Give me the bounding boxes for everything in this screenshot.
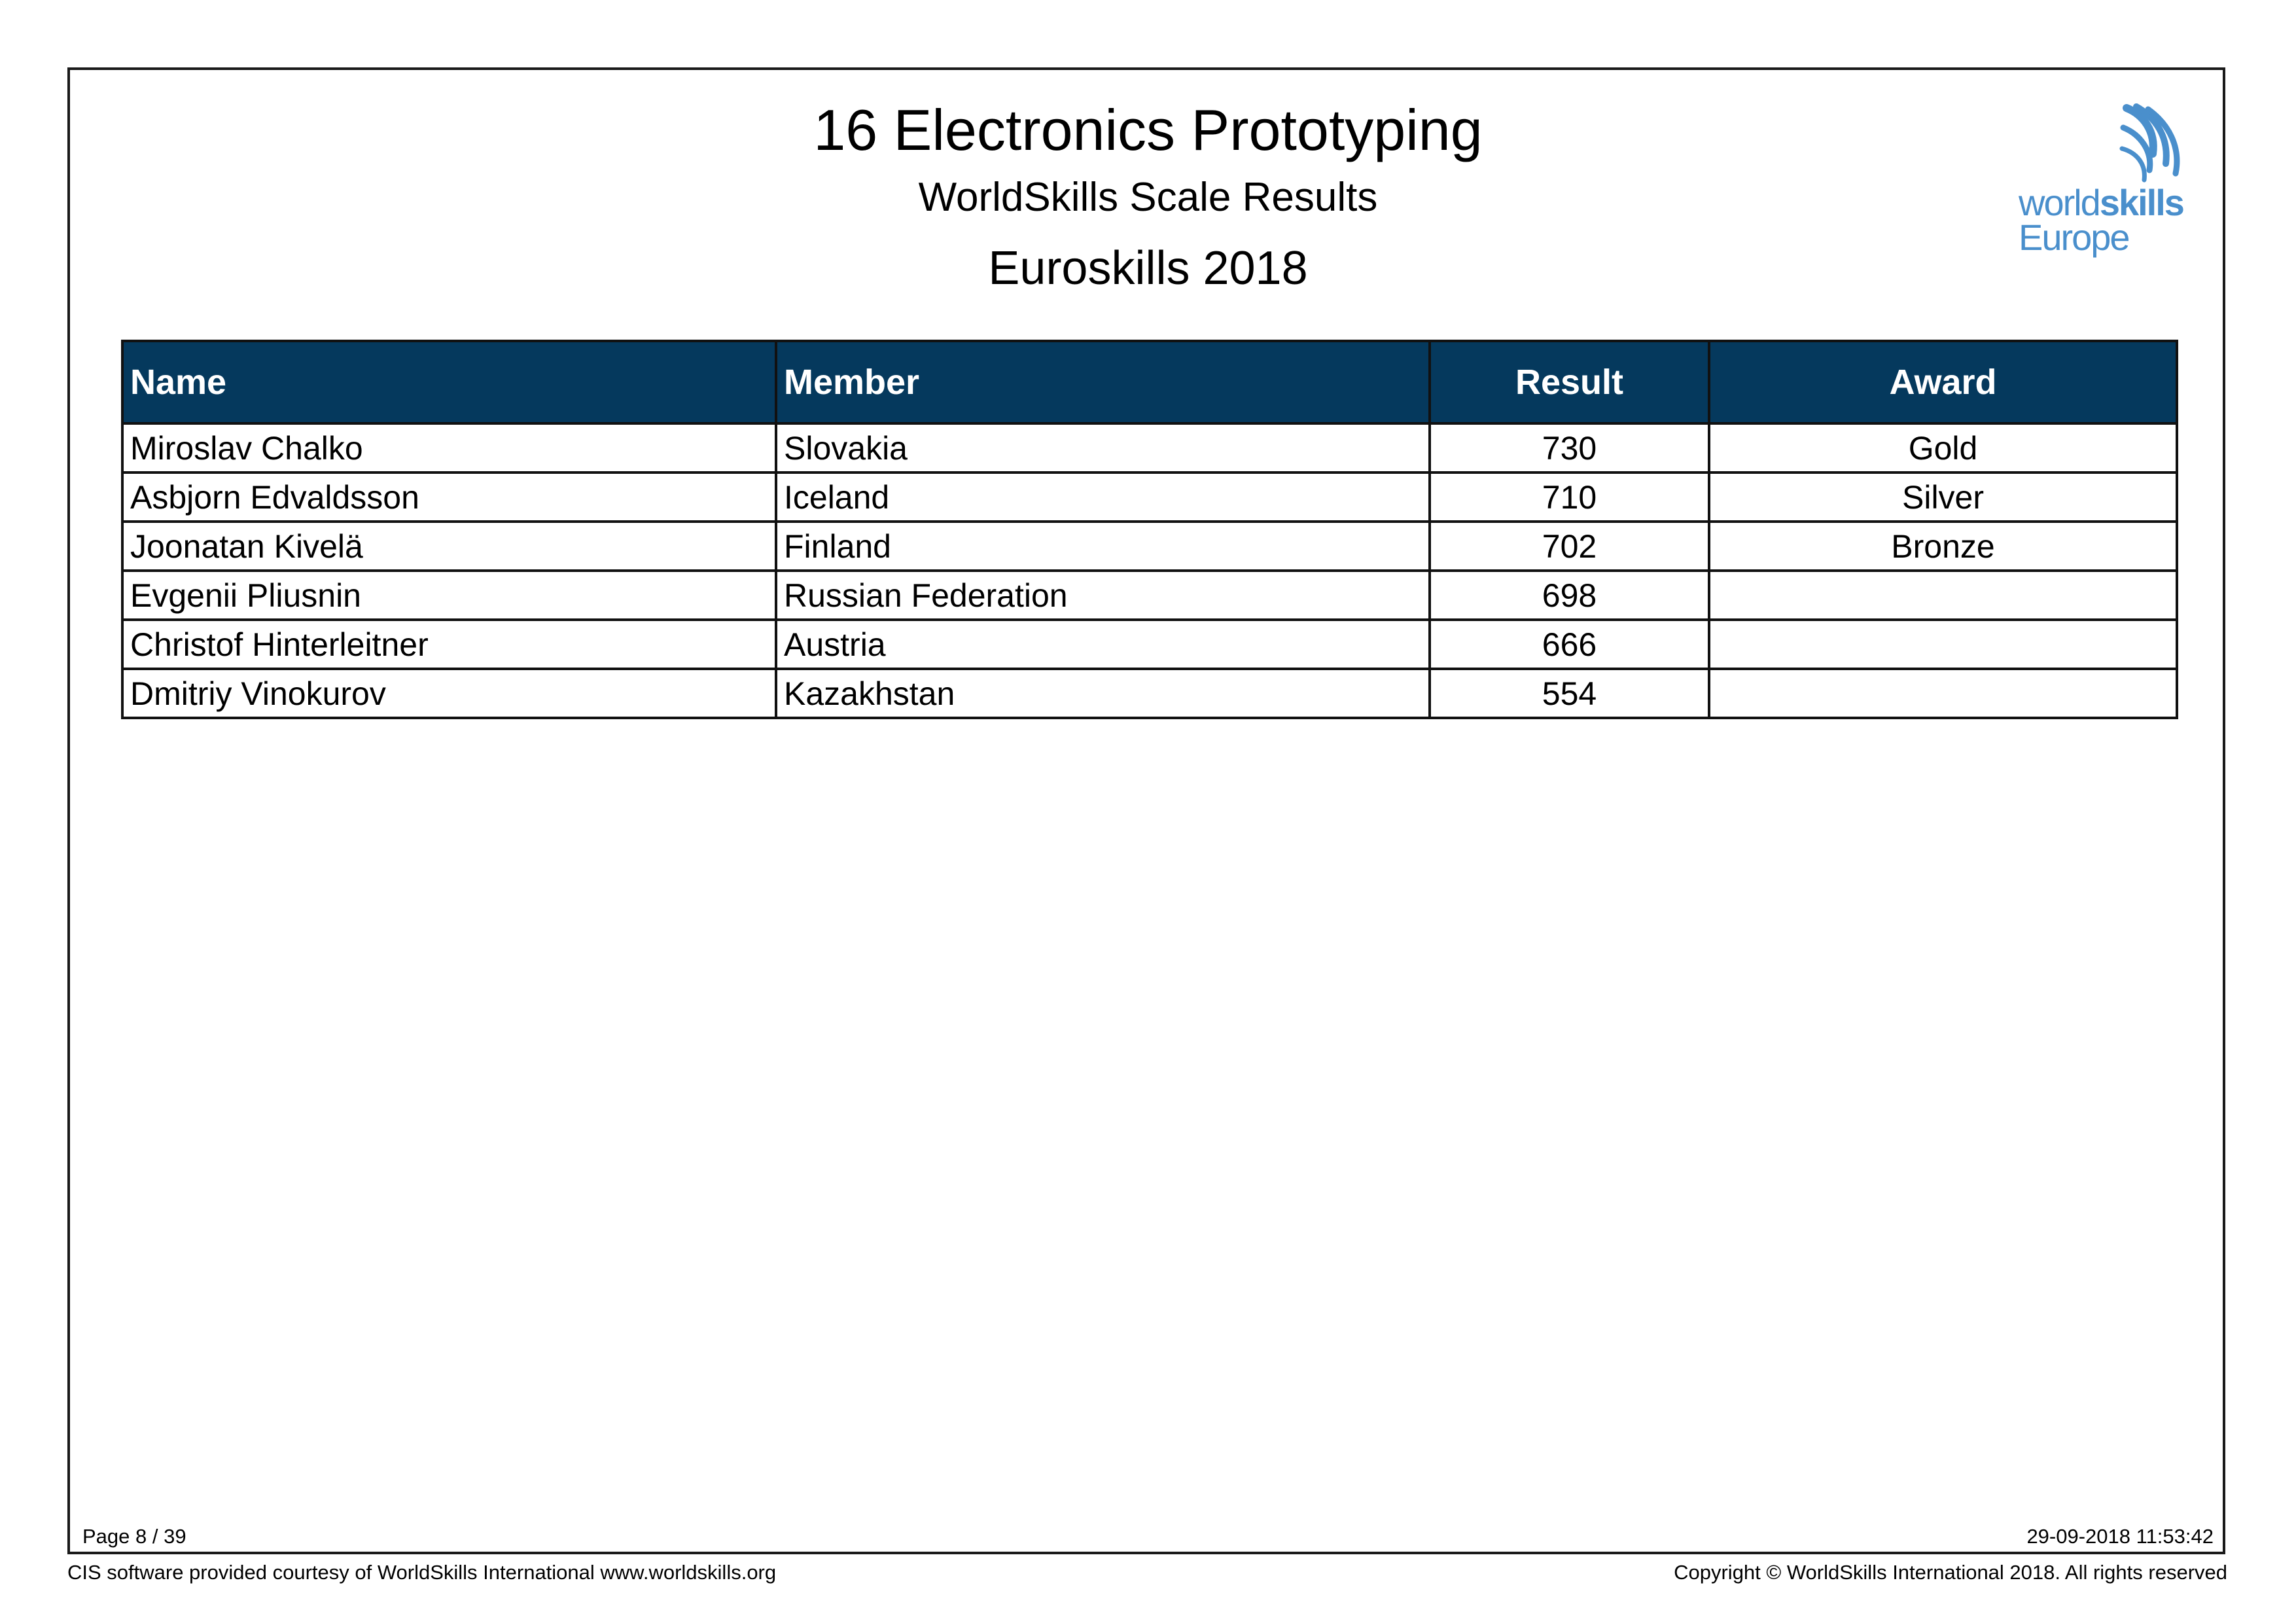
column-header-name: Name [122,341,776,423]
award: Bronze [1709,522,2177,571]
award [1709,669,2177,718]
award: Gold [1709,423,2177,473]
member-country: Kazakhstan [776,669,1430,718]
table-row [122,620,2177,669]
result-score: 698 [1430,571,1709,620]
award: Silver [1709,473,2177,522]
copyright-notice: Copyright © WorldSkills International 2018. All rights reserved [1674,1561,2227,1584]
page-title: 16 Electronics Prototyping [813,98,1483,162]
table-row [122,522,2177,571]
table-row [122,669,2177,718]
results-table [121,340,2178,719]
page-subtitle: WorldSkills Scale Results [918,175,1378,220]
table-row [122,473,2177,522]
table-row [122,571,2177,620]
member-country: Russian Federation [776,571,1430,620]
logo-region: Europe [2019,217,2129,258]
member-country: Austria [776,620,1430,669]
page-number: Page 8 / 39 [82,1525,186,1548]
table-header-row [122,341,2177,423]
member-country: Iceland [776,473,1430,522]
worldskills-europe-logo [2019,101,2195,259]
result-score: 702 [1430,522,1709,571]
software-credit: CIS software provided courtesy of WorldSkills International www.worldskills.org [67,1561,777,1584]
worldskills-swirl-icon [2117,101,2195,187]
column-header-award: Award [1709,341,2177,423]
competitor-name: Dmitriy Vinokurov [122,669,776,718]
event-name: Euroskills 2018 [988,242,1308,294]
result-score: 730 [1430,423,1709,473]
award [1709,620,2177,669]
print-timestamp: 29-09-2018 11:53:42 [2026,1525,2214,1548]
competitor-name: Asbjorn Edvaldsson [122,473,776,522]
column-header-member: Member [776,341,1430,423]
competitor-name: Joonatan Kivelä [122,522,776,571]
result-score: 710 [1430,473,1709,522]
award [1709,571,2177,620]
table-row [122,423,2177,473]
member-country: Slovakia [776,423,1430,473]
result-score: 554 [1430,669,1709,718]
competitor-name: Christof Hinterleitner [122,620,776,669]
column-header-result: Result [1430,341,1709,423]
competitor-name: Miroslav Chalko [122,423,776,473]
competitor-name: Evgenii Pliusnin [122,571,776,620]
member-country: Finland [776,522,1430,571]
result-score: 666 [1430,620,1709,669]
logo-wordmark: worldskills [2019,182,2183,223]
